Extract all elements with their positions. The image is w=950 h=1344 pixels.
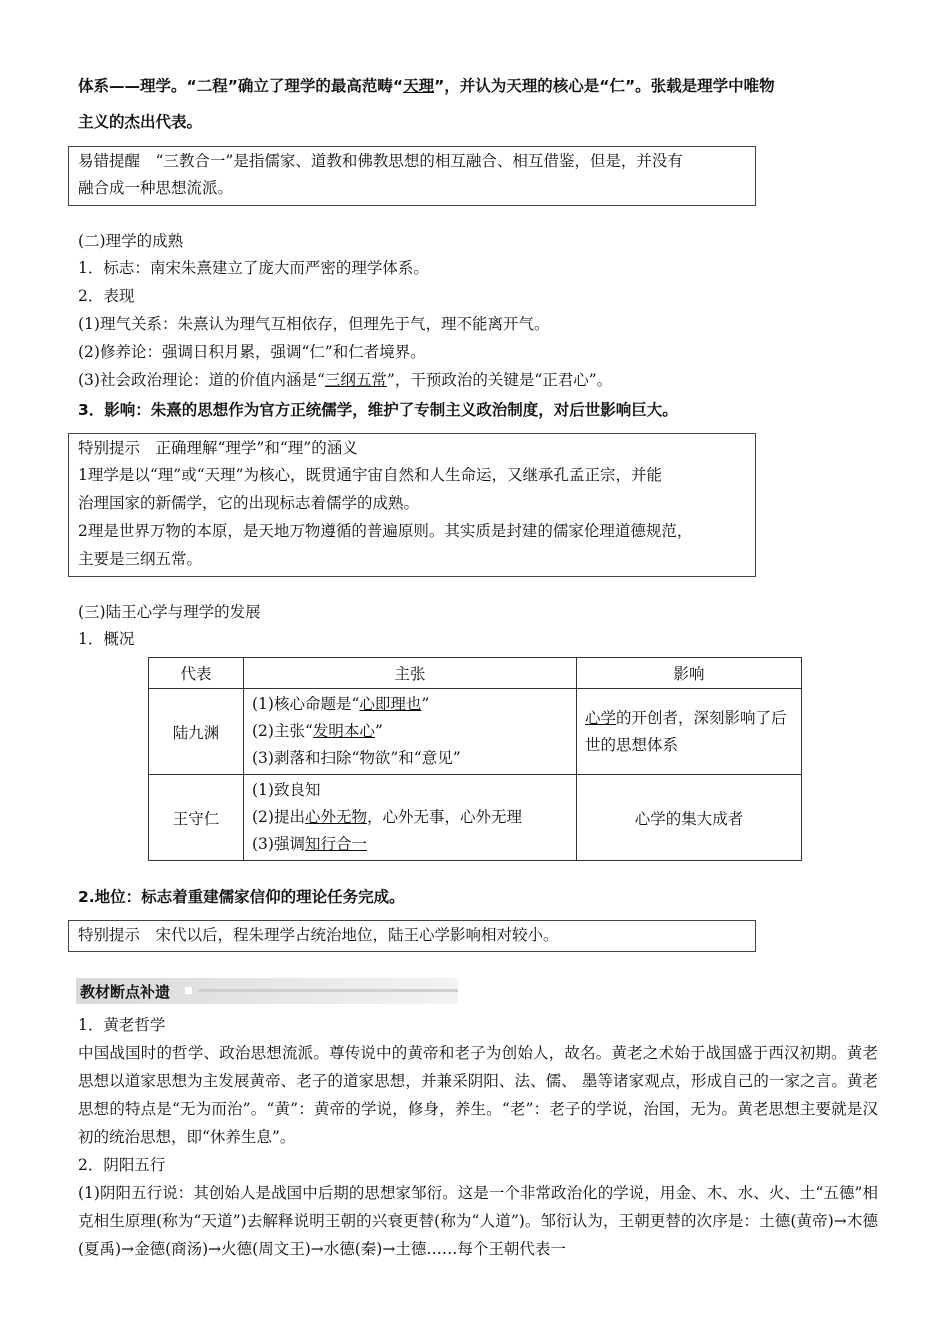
square-marker-icon <box>185 987 192 994</box>
tip1-line-3: 治理国家的新儒学，它的出现标志着儒学的成熟。 <box>78 494 420 512</box>
s2-item-3: (1)理气关系：朱熹认为理气互相依存，但理先于气，理不能离开气。 <box>78 315 550 333</box>
col-header-influence: 影响 <box>577 658 802 689</box>
tip2-line-1: 特别提示 宋代以后，程朱理学占统治地位，陆王心学影响相对较小。 <box>78 926 559 944</box>
s2-item-1: 1．标志：南宋朱熹建立了庞大而严密的理学体系。 <box>78 259 429 277</box>
row-name-wang: 王守仁 <box>149 775 244 861</box>
term-sangang-wuchang: 三纲五常 <box>324 371 387 389</box>
s3-item-2: 2.地位：标志着重建儒家信仰的理论任务完成。 <box>78 888 405 906</box>
error-tip-box <box>68 146 756 206</box>
tip1-line-4: 2理是世界万物的本原，是天地万物遵循的普遍原则。其实质是封建的儒家伦理道德规范， <box>78 522 693 540</box>
tip1-line-1: 特别提示 正确理解“理学”和“理”的涵义 <box>78 439 358 457</box>
row-impact-lu: 心学的开创者，深刻影响了后 世的思想体系 <box>577 689 802 775</box>
intro-line-1: 体系——理学。“二程”确立了理学的最高范畴“天理”，并认为天理的核心是“仁”。张载是理学中唯物 <box>78 77 775 95</box>
s3-item-1: 1．概况 <box>78 630 135 648</box>
col-header-claim: 主张 <box>244 658 577 689</box>
row-name-lu: 陆九渊 <box>149 689 244 775</box>
s4-item-1: 1．黄老哲学 <box>78 1016 166 1034</box>
tip1-line-2: 1理学是以“理”或“天理”为核心，既贯通宇宙自然和人生命运，又继承孔孟正宗，并能 <box>78 466 663 484</box>
s2-item-4: (2)修养论：强调日积月累，强调“仁”和仁者境界。 <box>78 343 426 361</box>
error-tip-line-1: 易错提醒 “三教合一”是指儒家、道教和佛教思想的相互融合、相互借鉴，但是，并没有 <box>78 152 683 170</box>
error-tip-line-2: 融合成一种思想流派。 <box>78 179 234 197</box>
xinxue-table <box>148 657 802 861</box>
tip1-line-5: 主要是三纲五常。 <box>78 550 203 568</box>
s4-item-2: 2．阴阳五行 <box>78 1156 166 1174</box>
table-row <box>149 689 802 775</box>
row-impact-wang: 心学的集大成者 <box>577 775 802 861</box>
section-title-bar <box>76 978 458 1004</box>
row-claims-lu: (1)核心命题是“心即理也” (2)主张“发明本心” (3)剥落和扫除“物欲”和“意见” <box>244 689 577 775</box>
section-3-heading: (三)陆王心学与理学的发展 <box>78 603 261 621</box>
huanglao-paragraph: 中国战国时的哲学、政治思想流派。尊传说中的黄帝和老子为创始人，故名。黄老之术始于战国盛于西汉初期。黄老思想以道家思想为主发展黄帝、老子的道家思想，并兼采阴阳、法、儒、 墨等诸家观点，形成自己的一家之言。黄老思想的特点是“无为而治”。“黄”：黄帝的学说，修身，养生。“老”：老子的学说，治国，无为。黄老思想主要就是汉初的统治思想，即“休养生息”。 <box>78 1044 878 1146</box>
section-title: 教材断点补遗 <box>80 983 171 1001</box>
col-header-representative: 代表 <box>149 658 244 689</box>
table-header-row <box>149 658 802 689</box>
yinyang-paragraph: (1)阴阳五行说：其创始人是战国中后期的思想家邹衍。这是一个非常政治化的学说，用金、木、水、火、土“五德”相克相生原理(称为“天道”)去解释说明王朝的兴衰更替(称为“人道”)。邹衍认为，王朝更替的次序是：土德(黄帝)→木德(夏禹)→金德(商汤)→火德(周文王)→水德(秦)→土德……每个王朝代表一 <box>78 1184 878 1258</box>
s2-item-5: (3)社会政治理论：道的价值内涵是“三纲五常”，干预政治的关键是“正君心”。 <box>78 371 613 389</box>
divider <box>198 989 458 992</box>
row-claims-wang: (1)致良知 (2)提出心外无物，心外无事，心外无理 (3)强调知行合一 <box>244 775 577 861</box>
intro-line-2: 主义的杰出代表。 <box>78 113 203 131</box>
s2-item-6: 3．影响：朱熹的思想作为官方正统儒学，维护了专制主义政治制度，对后世影响巨大。 <box>78 401 678 419</box>
table-row <box>149 775 802 861</box>
section-2-heading: (二)理学的成熟 <box>78 232 184 250</box>
s2-item-2: 2．表现 <box>78 287 135 305</box>
term-tianli: 天理 <box>403 77 435 95</box>
special-tip-box-2 <box>68 920 756 952</box>
special-tip-box-1 <box>68 433 756 577</box>
